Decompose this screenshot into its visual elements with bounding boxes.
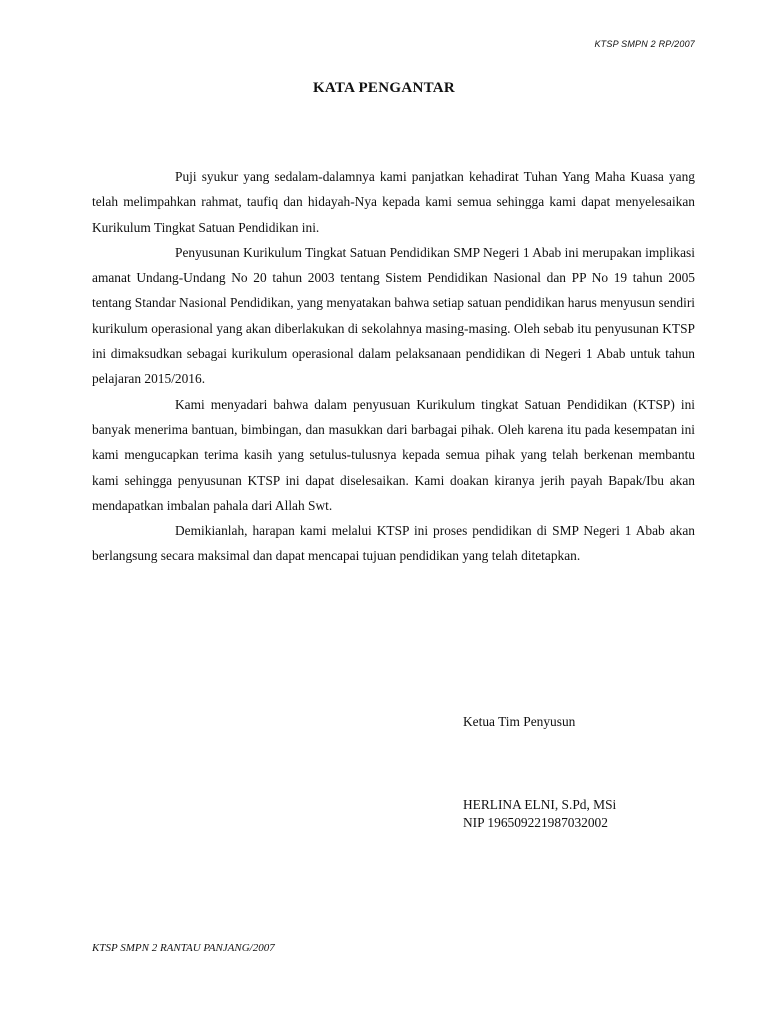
signature-name: HERLINA ELNI, S.Pd, MSi xyxy=(463,797,617,812)
signature-role: Ketua Tim Penyusun xyxy=(463,714,576,729)
header-document-code: KTSP SMPN 2 RP/2007 xyxy=(594,39,695,49)
paragraph-3: Kami menyadari bahwa dalam penyusuan Kurikulum tingkat Satuan Pendidikan (KTSP) ini banyak menerima bantuan, bimbingan, dan masukkan dari barbagai pihak. Oleh karena itu pada kesempatan ini kami mengucapkan terima kasih yang setulus-tulusnya kepada semua pihak yang telah berkenan membantu kami sehingga penyusunan KTSP ini dapat diselesaikan. Kami doakan kiranya jerih payah Bapak/Ibu akan mendapatkan imbalan pahala dari Allah Swt. xyxy=(92,396,695,513)
paragraph-4: Demikianlah, harapan kami melalui KTSP ini proses pendidikan di SMP Negeri 1 Abab akan berlangsung secara maksimal dan dapat mencapai tujuan pendidikan yang telah ditetapkan. xyxy=(92,523,695,564)
footer-text: KTSP SMPN 2 RANTAU PANJANG/2007 xyxy=(92,942,275,954)
page-title: KATA PENGANTAR xyxy=(312,80,456,96)
document-body xyxy=(92,164,695,569)
paragraph-1: Puji syukur yang sedalam-dalamnya kami panjatkan kehadirat Tuhan Yang Maha Kuasa yang telah melimpahkan rahmat, taufiq dan hidayah-Nya kepada kami semua sehingga kami dapat menyelesaikan Kurikulum Tingkat Satuan Pendidikan ini. xyxy=(92,169,695,235)
paragraph-2: Penyusunan Kurikulum Tingkat Satuan Pendidikan SMP Negeri 1 Abab ini merupakan implikasi amanat Undang-Undang No 20 tahun 2003 tentang Sistem Pendidikan Nasional dan PP No 19 tahun 2005 tentang Standar Nasional Pendidikan, yang menyatakan bahwa setiap satuan pendidikan harus menyusun sendiri kurikulum operasional yang akan diberlakukan di sekolahnya masing-masing. Oleh sebab itu penyusunan KTSP ini dimaksudkan sebagai kurikulum operasional dalam pelaksanaan pendidikan di Negeri 1 Abab untuk tahun pelajaran 2015/2016. xyxy=(92,244,695,387)
signature-nip: NIP 196509221987032002 xyxy=(463,815,608,830)
